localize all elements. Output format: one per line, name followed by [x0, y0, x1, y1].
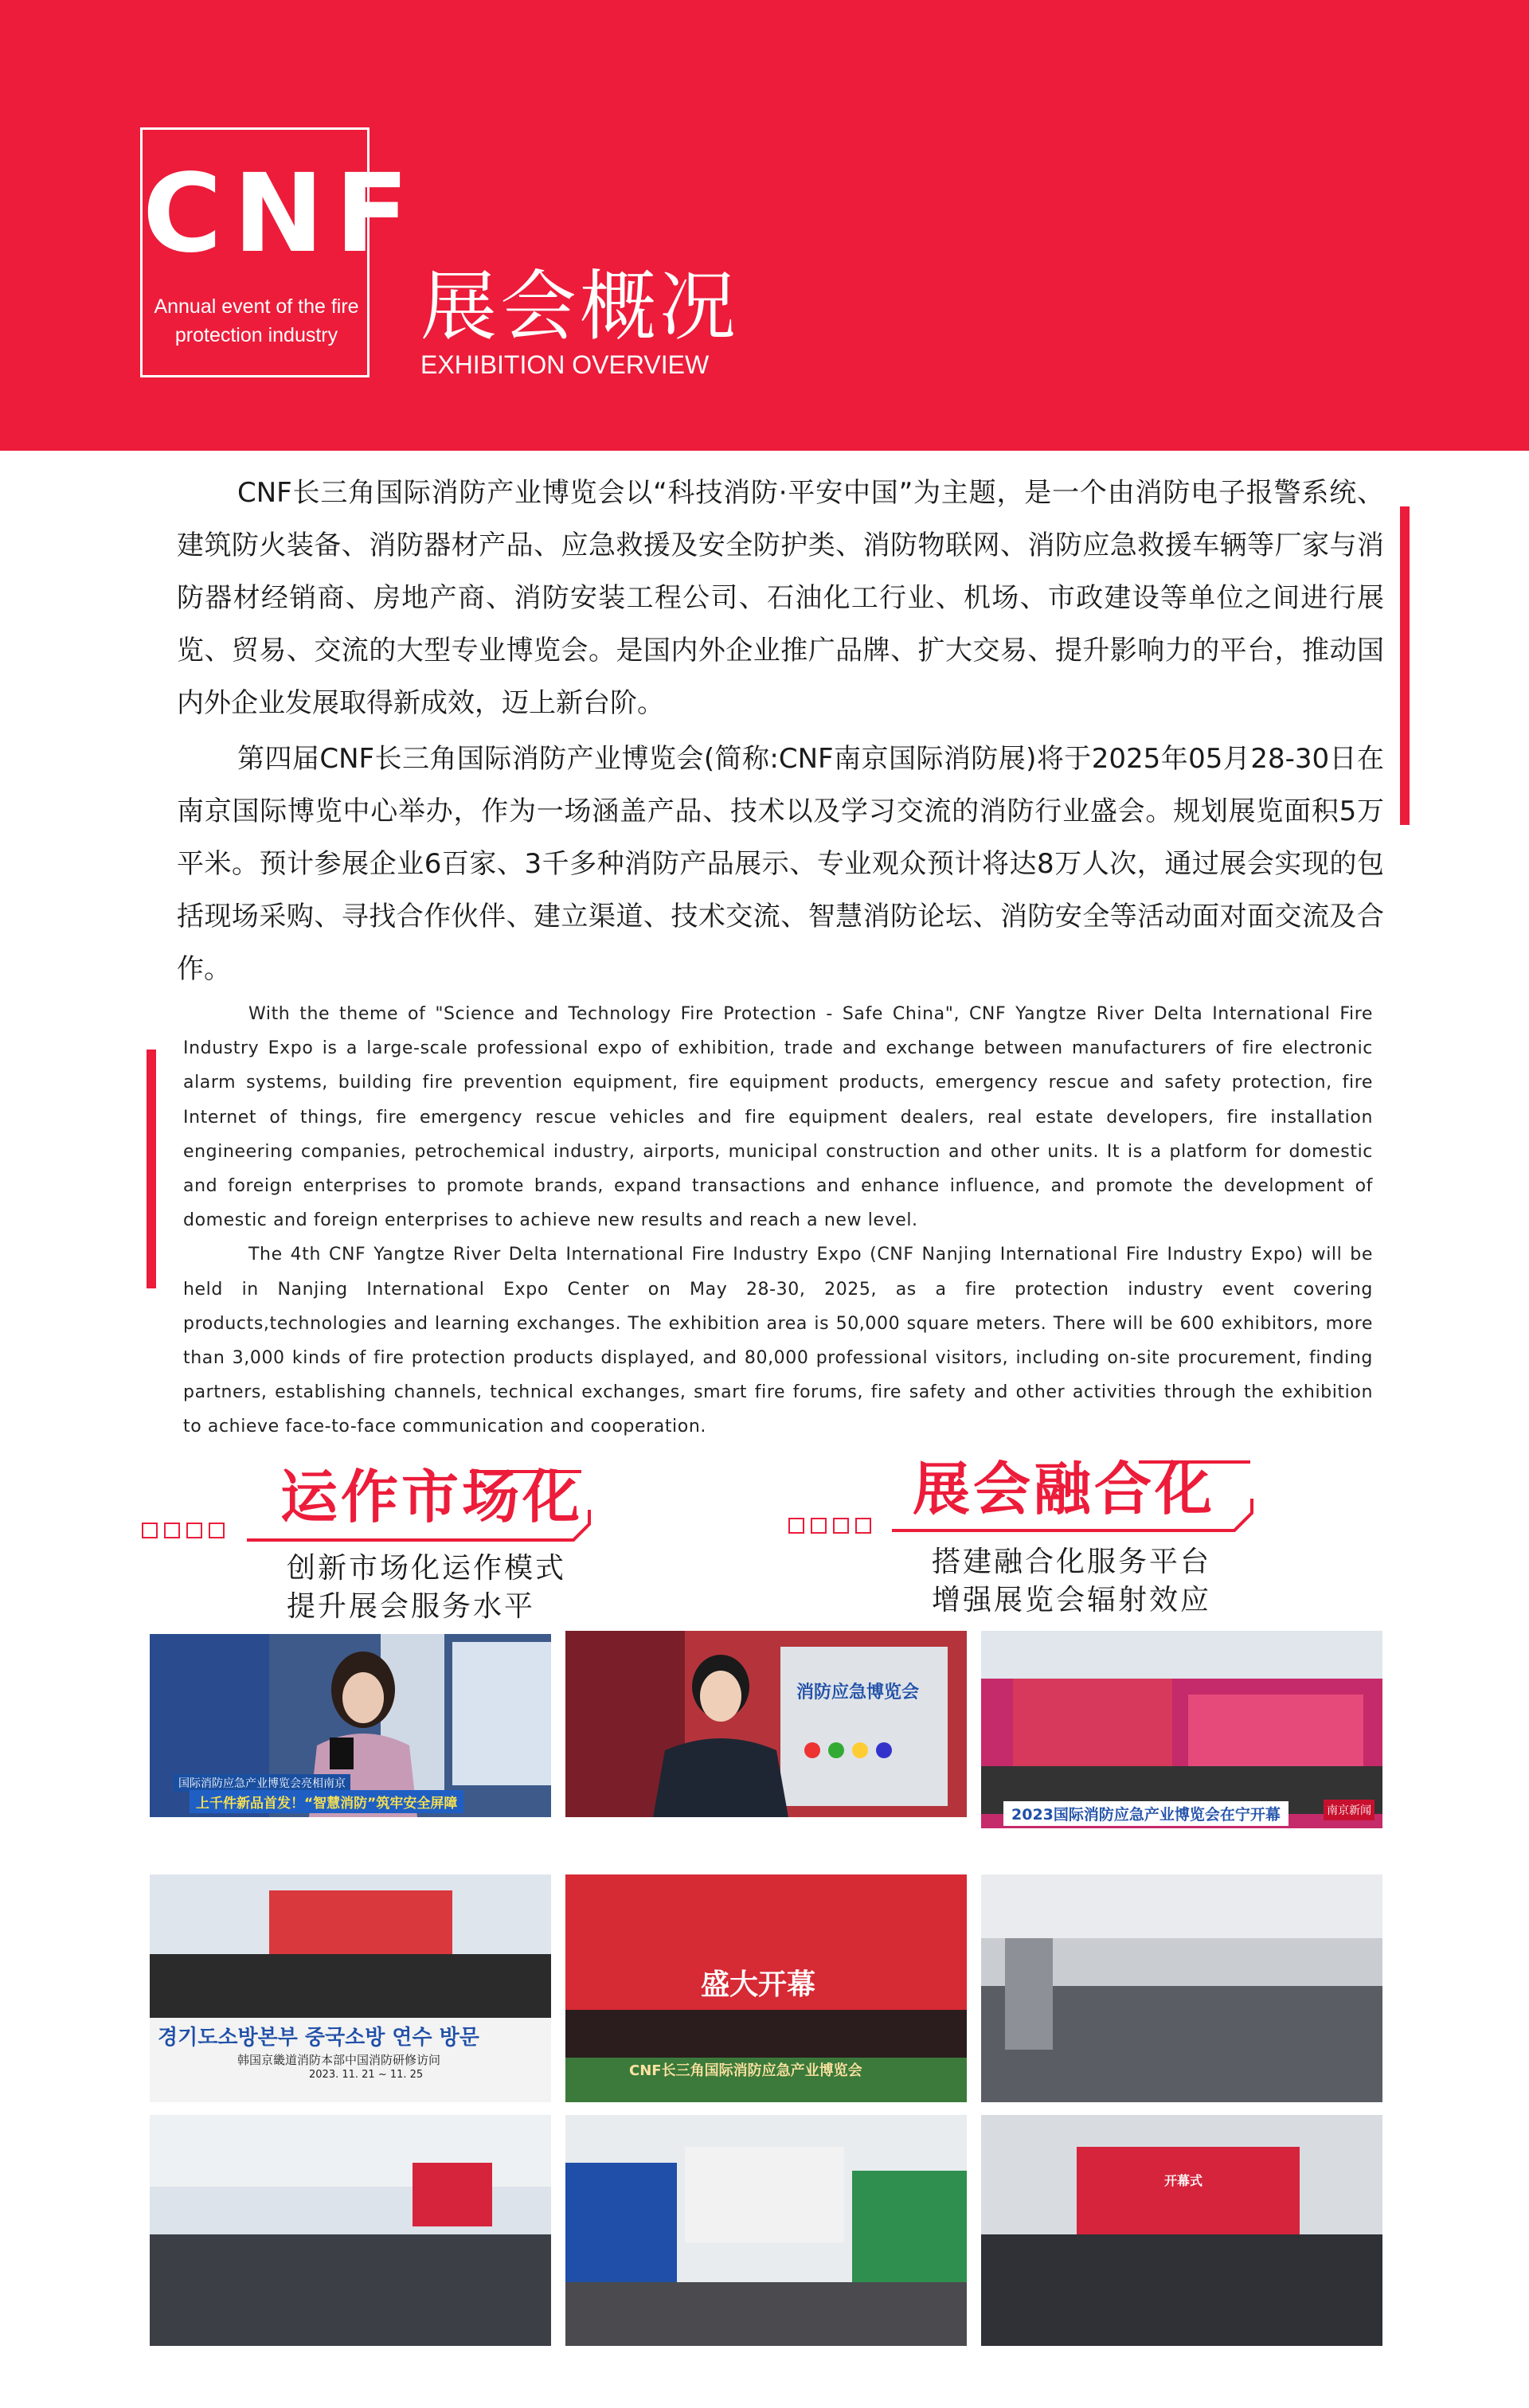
delegation-subtitle: 韩国京畿道消防本部中国消防研修访问: [237, 2053, 441, 2067]
deco-square: [855, 1518, 871, 1534]
ceremony-stage-text: CNF长三角国际消防应急产业博览会: [629, 2062, 862, 2079]
logo-subtitle-line-2: protection industry: [174, 324, 338, 346]
stage-sign: 开幕式: [1164, 2173, 1203, 2188]
photo-korean-delegation: [150, 1874, 551, 2102]
photo-opening-ceremony: [565, 1874, 967, 2102]
deco-square: [186, 1523, 202, 1538]
page-title-en: EXHIBITION OVERVIEW: [420, 350, 710, 379]
feature-right-title: 展会融合化: [913, 1456, 1216, 1523]
feature-left-line-2: 提升展会服务水平: [287, 1590, 536, 1623]
news-channel-badge: 南京新闻: [1324, 1800, 1375, 1820]
photo-exhibition-aisle: [150, 2115, 551, 2346]
photo-anchor-studio: [565, 1631, 967, 1817]
feature-right-line-1: 搭建融合化服务平台: [932, 1546, 1212, 1578]
intro-en-paragraph-2: The 4th CNF Yangtze River Delta International Fire Industry Expo (CNF Nanjing International Fire Industry Expo) will be held in Nanjing International Expo Center on May 28-30, 2025, as a fire protection industry event covering products,technologies and learning exchanges. The exhibition area is 50,000 square meters. There will be 600 exhibitors, more than 3,000 kinds of fire protection products displayed, and 80,000 professional visitors, including on-site procurement, finding partners, establishing channels, technical exchanges, smart fire forums, fire safety and other activities through the exhibition to achieve face-to-face communication and cooperation.: [183, 1245, 1373, 1437]
deco-square: [811, 1518, 827, 1534]
deco-square: [142, 1523, 158, 1538]
delegation-date: 2023. 11. 21 ~ 11. 25: [309, 2069, 424, 2081]
news-caption-top: 国际消防应急产业博览会亮相南京: [174, 1774, 350, 1792]
photo-expo-opening-news: [981, 1631, 1382, 1828]
news-caption-opening: 2023国际消防应急产业博览会在宁开幕: [1003, 1801, 1289, 1826]
intro-cn-paragraph-1: CNF长三角国际消防产业博览会以“科技消防·平安中国”为主题，是一个由消防电子报警系统、建筑防火装备、消防器材产品、应急救援及安全防护类、消防物联网、消防应急救援车辆等厂家与消防器材经销商、房地产商、消防安装工程公司、石油化工行业、机场、市政建设等单位之间进行展览、贸易、交流的大型专业博览会。是国内外企业推广品牌、扩大交易、提升影响力的平台，推动国内外企业发展取得新成效，迈上新台阶。: [177, 477, 1384, 719]
photo-news-interview: [150, 1634, 551, 1817]
logo-text: CNF: [143, 151, 420, 277]
header-banner: [0, 0, 1529, 451]
photo-opening-stage: [981, 2115, 1382, 2346]
deco-square: [788, 1518, 804, 1534]
feature-left-title: 运作市场化: [280, 1464, 584, 1530]
logo-subtitle: [151, 292, 362, 350]
news-caption-main: 上千件新品首发！“智慧消防”筑牢安全屏障: [190, 1790, 463, 1813]
deco-square: [833, 1518, 849, 1534]
accent-bar-right: [1400, 506, 1410, 825]
page-title: 展会概况: [420, 262, 739, 351]
feature-right-line-2: 增强展览会辐射效应: [932, 1584, 1212, 1616]
deco-square: [209, 1523, 225, 1538]
logo-subtitle-line-1: Annual event of the fire: [154, 295, 359, 318]
ceremony-title: 盛大开幕: [701, 1968, 816, 2001]
feature-left-line-1: 创新市场化运作模式: [287, 1552, 567, 1585]
deco-square: [164, 1523, 180, 1538]
photo-expo-hall-crowd: [981, 1874, 1382, 2102]
intro-cn-paragraph-2: 第四届CNF长三角国际消防产业博览会(简称:CNF南京国际消防展)将于2025年05月28-30日在南京国际博览中心举办，作为一场涵盖产品、技术以及学习交流的消防行业盛会。规划展览面积5万平米。预计参展企业6百家、3千多种消防产品展示、专业观众预计将达8万人次，通过展会实现的包括现场采购、寻找合作伙伴、建立渠道、技术交流、智慧消防论坛、消防安全等活动面对面交流及合作。: [177, 743, 1384, 985]
intro-en-paragraph-1: With the theme of "Science and Technology Fire Protection - Safe China", CNF Yangtze River Delta International Fire Industry Expo is a large-scale professional expo of exhibition, trade and exchange between manufacturers of fire electronic alarm systems, building fire prevention equipment, fire equipment products, emergency rescue and safety protection, fire Internet of things, fire emergency rescue vehicles and fire equipment dealers, real estate developers, fire installation engineering companies, petrochemical industry, airports, municipal construction and other units. It is a platform for domestic and foreign enterprises to promote brands, expand transactions and enhance influence, and promote the development of domestic and foreign enterprises to achieve new results and reach a new level.: [183, 1004, 1373, 1231]
accent-bar-left: [147, 1050, 156, 1288]
cnf-logo: [140, 127, 420, 377]
delegation-banner: 경기도소방본부 중국소방 연수 방문: [158, 2026, 479, 2050]
intro-en: [183, 997, 1373, 1444]
studio-sign: 消防应急博览会: [796, 1683, 920, 1702]
photo-booths: [565, 2115, 967, 2346]
